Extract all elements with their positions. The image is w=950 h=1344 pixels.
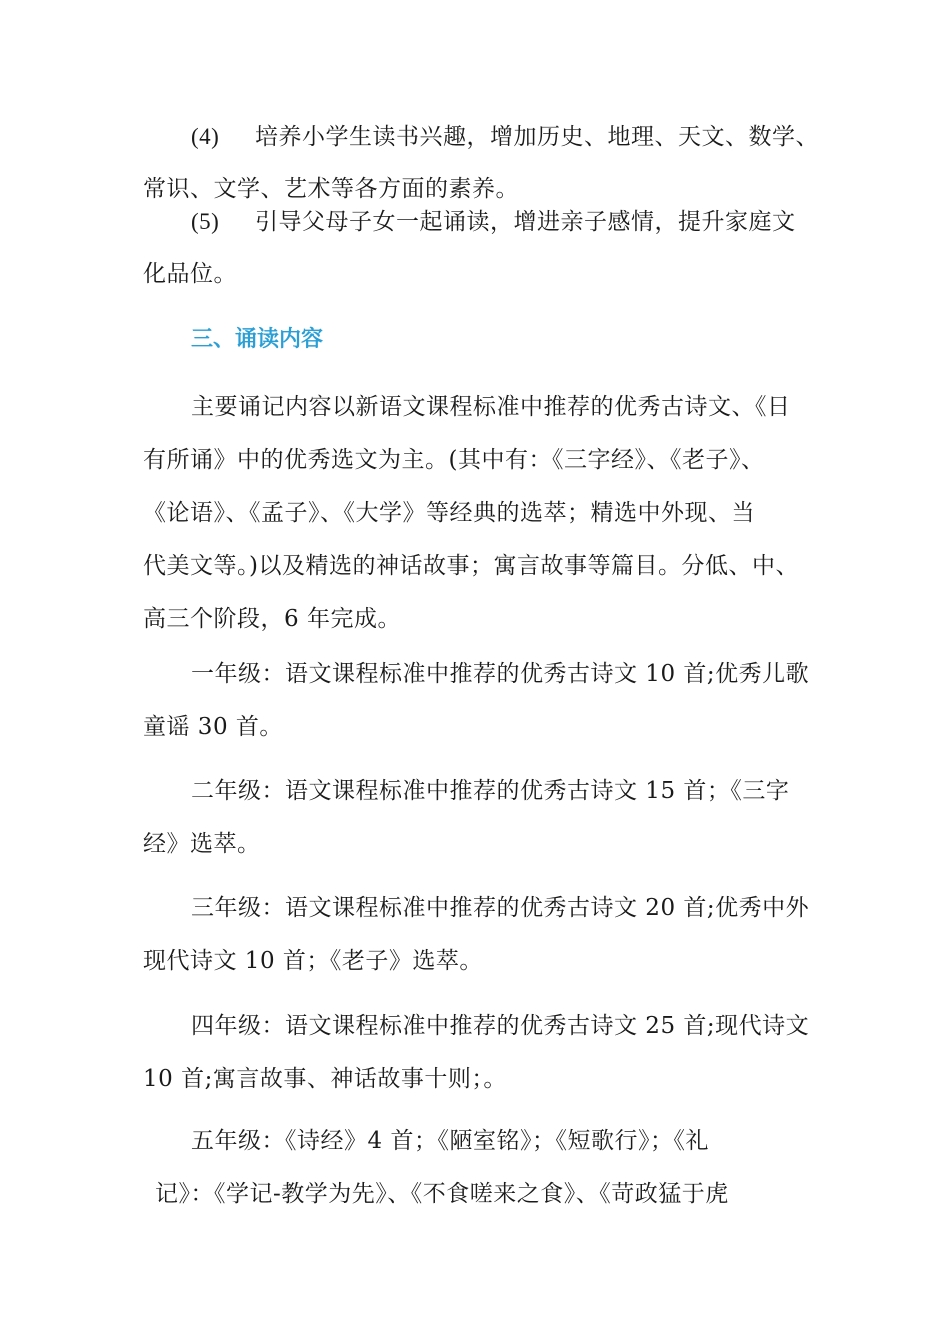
objective-item-5-number: (5) [191, 209, 220, 234]
intro-line-5: 高三个阶段，6 年完成。 [143, 606, 401, 632]
grade-3-line-2: 现代诗文 10 首；《老子》选萃。 [143, 948, 483, 974]
intro-line-3: 《论语》、《孟子》、《大学》等经典的选萃；精选中外现、当 [143, 500, 755, 526]
objective-item-4-number: (4) [191, 124, 220, 149]
objective-item-5 [143, 195, 803, 301]
grade-5-paragraph [143, 1115, 803, 1221]
objective-item-5-text-1: 引导父母子女一起诵读，增进亲子感情，提升家庭文 [255, 209, 796, 235]
objective-item-4-line-1 [143, 110, 819, 163]
grade-3-paragraph [143, 882, 810, 988]
grade-2-paragraph [143, 765, 803, 871]
objective-item-4-line-2: 常识、文学、艺术等各方面的素养。 [143, 176, 519, 202]
grade-4-line-1: 四年级：语文课程标准中推荐的优秀古诗文 25 首;现代诗文 [191, 1013, 810, 1039]
grade-4-paragraph [143, 1000, 810, 1106]
grade-1-line-2: 童谣 30 首。 [143, 714, 283, 740]
grade-5-line-1: 五年级：《诗经》4 首；《陋室铭》；《短歌行》；《礼 [191, 1128, 709, 1154]
grade-4-line-2: 10 首;寓言故事、神话故事十则；。 [143, 1066, 507, 1092]
intro-line-1: 主要诵记内容以新语文课程标准中推荐的优秀古诗文、《日 [191, 394, 791, 420]
intro-paragraph [143, 381, 803, 646]
grade-1-paragraph [143, 648, 810, 754]
objective-item-5-line-1 [143, 195, 803, 248]
objective-item-5-line-2: 化品位。 [143, 261, 237, 287]
grade-2-line-1: 二年级：语文课程标准中推荐的优秀古诗文 15 首；《三字 [191, 778, 790, 804]
grade-2-line-2: 经》选萃。 [143, 831, 261, 857]
intro-line-4: 代美文等。)以及精选的神话故事；寓言故事等篇目。分低、中、 [143, 553, 799, 579]
grade-5-line-2: 记》：《学记-教学为先》、《不食嗟来之食》、《苛政猛于虎 [155, 1181, 729, 1207]
intro-line-2: 有所诵》中的优秀选文为主。(其中有：《三字经》、《老子》、 [143, 447, 765, 473]
grade-1-line-1: 一年级：语文课程标准中推荐的优秀古诗文 10 首;优秀儿歌 [191, 661, 810, 687]
grade-3-line-1: 三年级：语文课程标准中推荐的优秀古诗文 20 首;优秀中外 [191, 895, 810, 921]
objective-item-4-text-1: 培养小学生读书兴趣，增加历史、地理、天文、数学、 [255, 124, 819, 150]
section-heading: 三、诵读内容 [191, 327, 324, 352]
